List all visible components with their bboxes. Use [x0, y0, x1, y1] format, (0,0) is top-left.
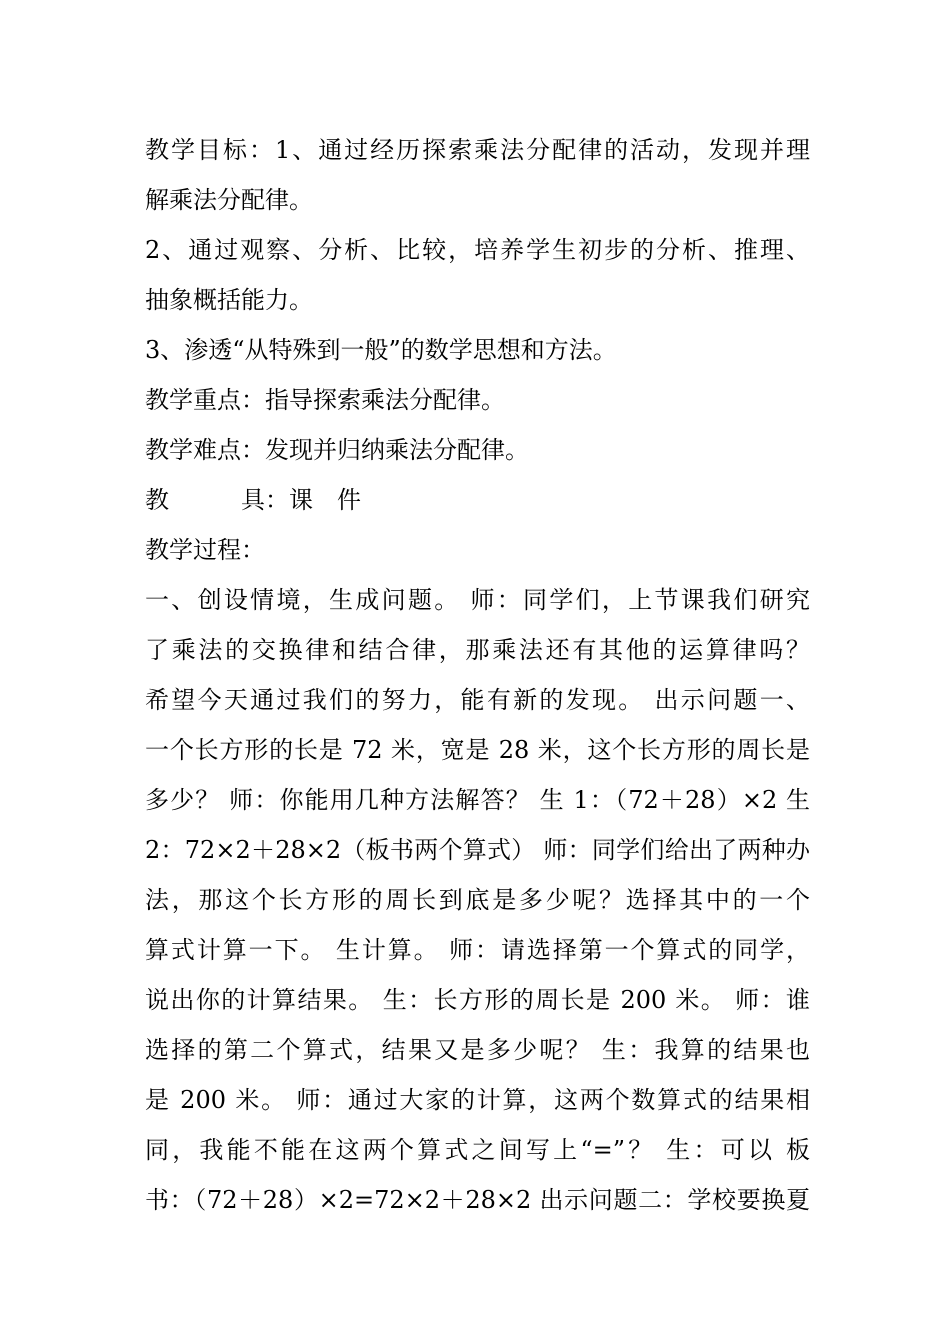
- text-line: 教 具：课 件: [145, 486, 361, 514]
- text-line: 是 200 米。 师：通过大家的计算，这两个数算式的结果相: [145, 1086, 810, 1114]
- text-line: 2：72×2＋28×2（板书两个算式） 师：同学们给出了两种办: [145, 836, 810, 864]
- text-line: 书：（72＋28）×2=72×2＋28×2 出示问题二：学校要换夏: [145, 1186, 810, 1214]
- text-line: 了乘法的交换律和结合律，那乘法还有其他的运算律吗？: [145, 636, 810, 664]
- text-line: 2、通过观察、分析、比较，培养学生初步的分析、推理、: [145, 236, 810, 264]
- text-line: 同，我能不能在这两个算式之间写上“=”？ 生：可以 板: [145, 1136, 810, 1164]
- text-line: 说出你的计算结果。 生：长方形的周长是 200 米。 师：谁: [145, 986, 810, 1014]
- text-line: 教学难点：发现并归纳乘法分配律。: [145, 436, 529, 464]
- text-line: 教学目标：1、通过经历探索乘法分配律的活动，发现并理: [145, 136, 810, 164]
- text-line: 一个长方形的长是 72 米，宽是 28 米，这个长方形的周长是: [145, 736, 810, 764]
- text-line: 抽象概括能力。: [145, 286, 313, 314]
- text-line: 希望今天通过我们的努力，能有新的发现。 出示问题一、: [145, 686, 810, 714]
- text-line: 教学重点：指导探索乘法分配律。: [145, 386, 505, 414]
- text-line: 一、创设情境，生成问题。 师：同学们，上节课我们研究: [145, 586, 810, 614]
- text-line: 法，那这个长方形的周长到底是多少呢？选择其中的一个: [145, 886, 810, 914]
- text-line: 教学过程：: [145, 536, 265, 564]
- text-line: 3、渗透“从特殊到一般”的数学思想和方法。: [145, 336, 617, 364]
- document-body: [145, 125, 810, 1225]
- text-line: 多少？ 师：你能用几种方法解答？ 生 1：（72＋28）×2 生: [145, 786, 810, 814]
- text-line: 解乘法分配律。: [145, 186, 313, 214]
- text-line: 算式计算一下。 生计算。 师：请选择第一个算式的同学，: [145, 936, 810, 964]
- text-line: 选择的第二个算式，结果又是多少呢？ 生：我算的结果也: [145, 1036, 810, 1064]
